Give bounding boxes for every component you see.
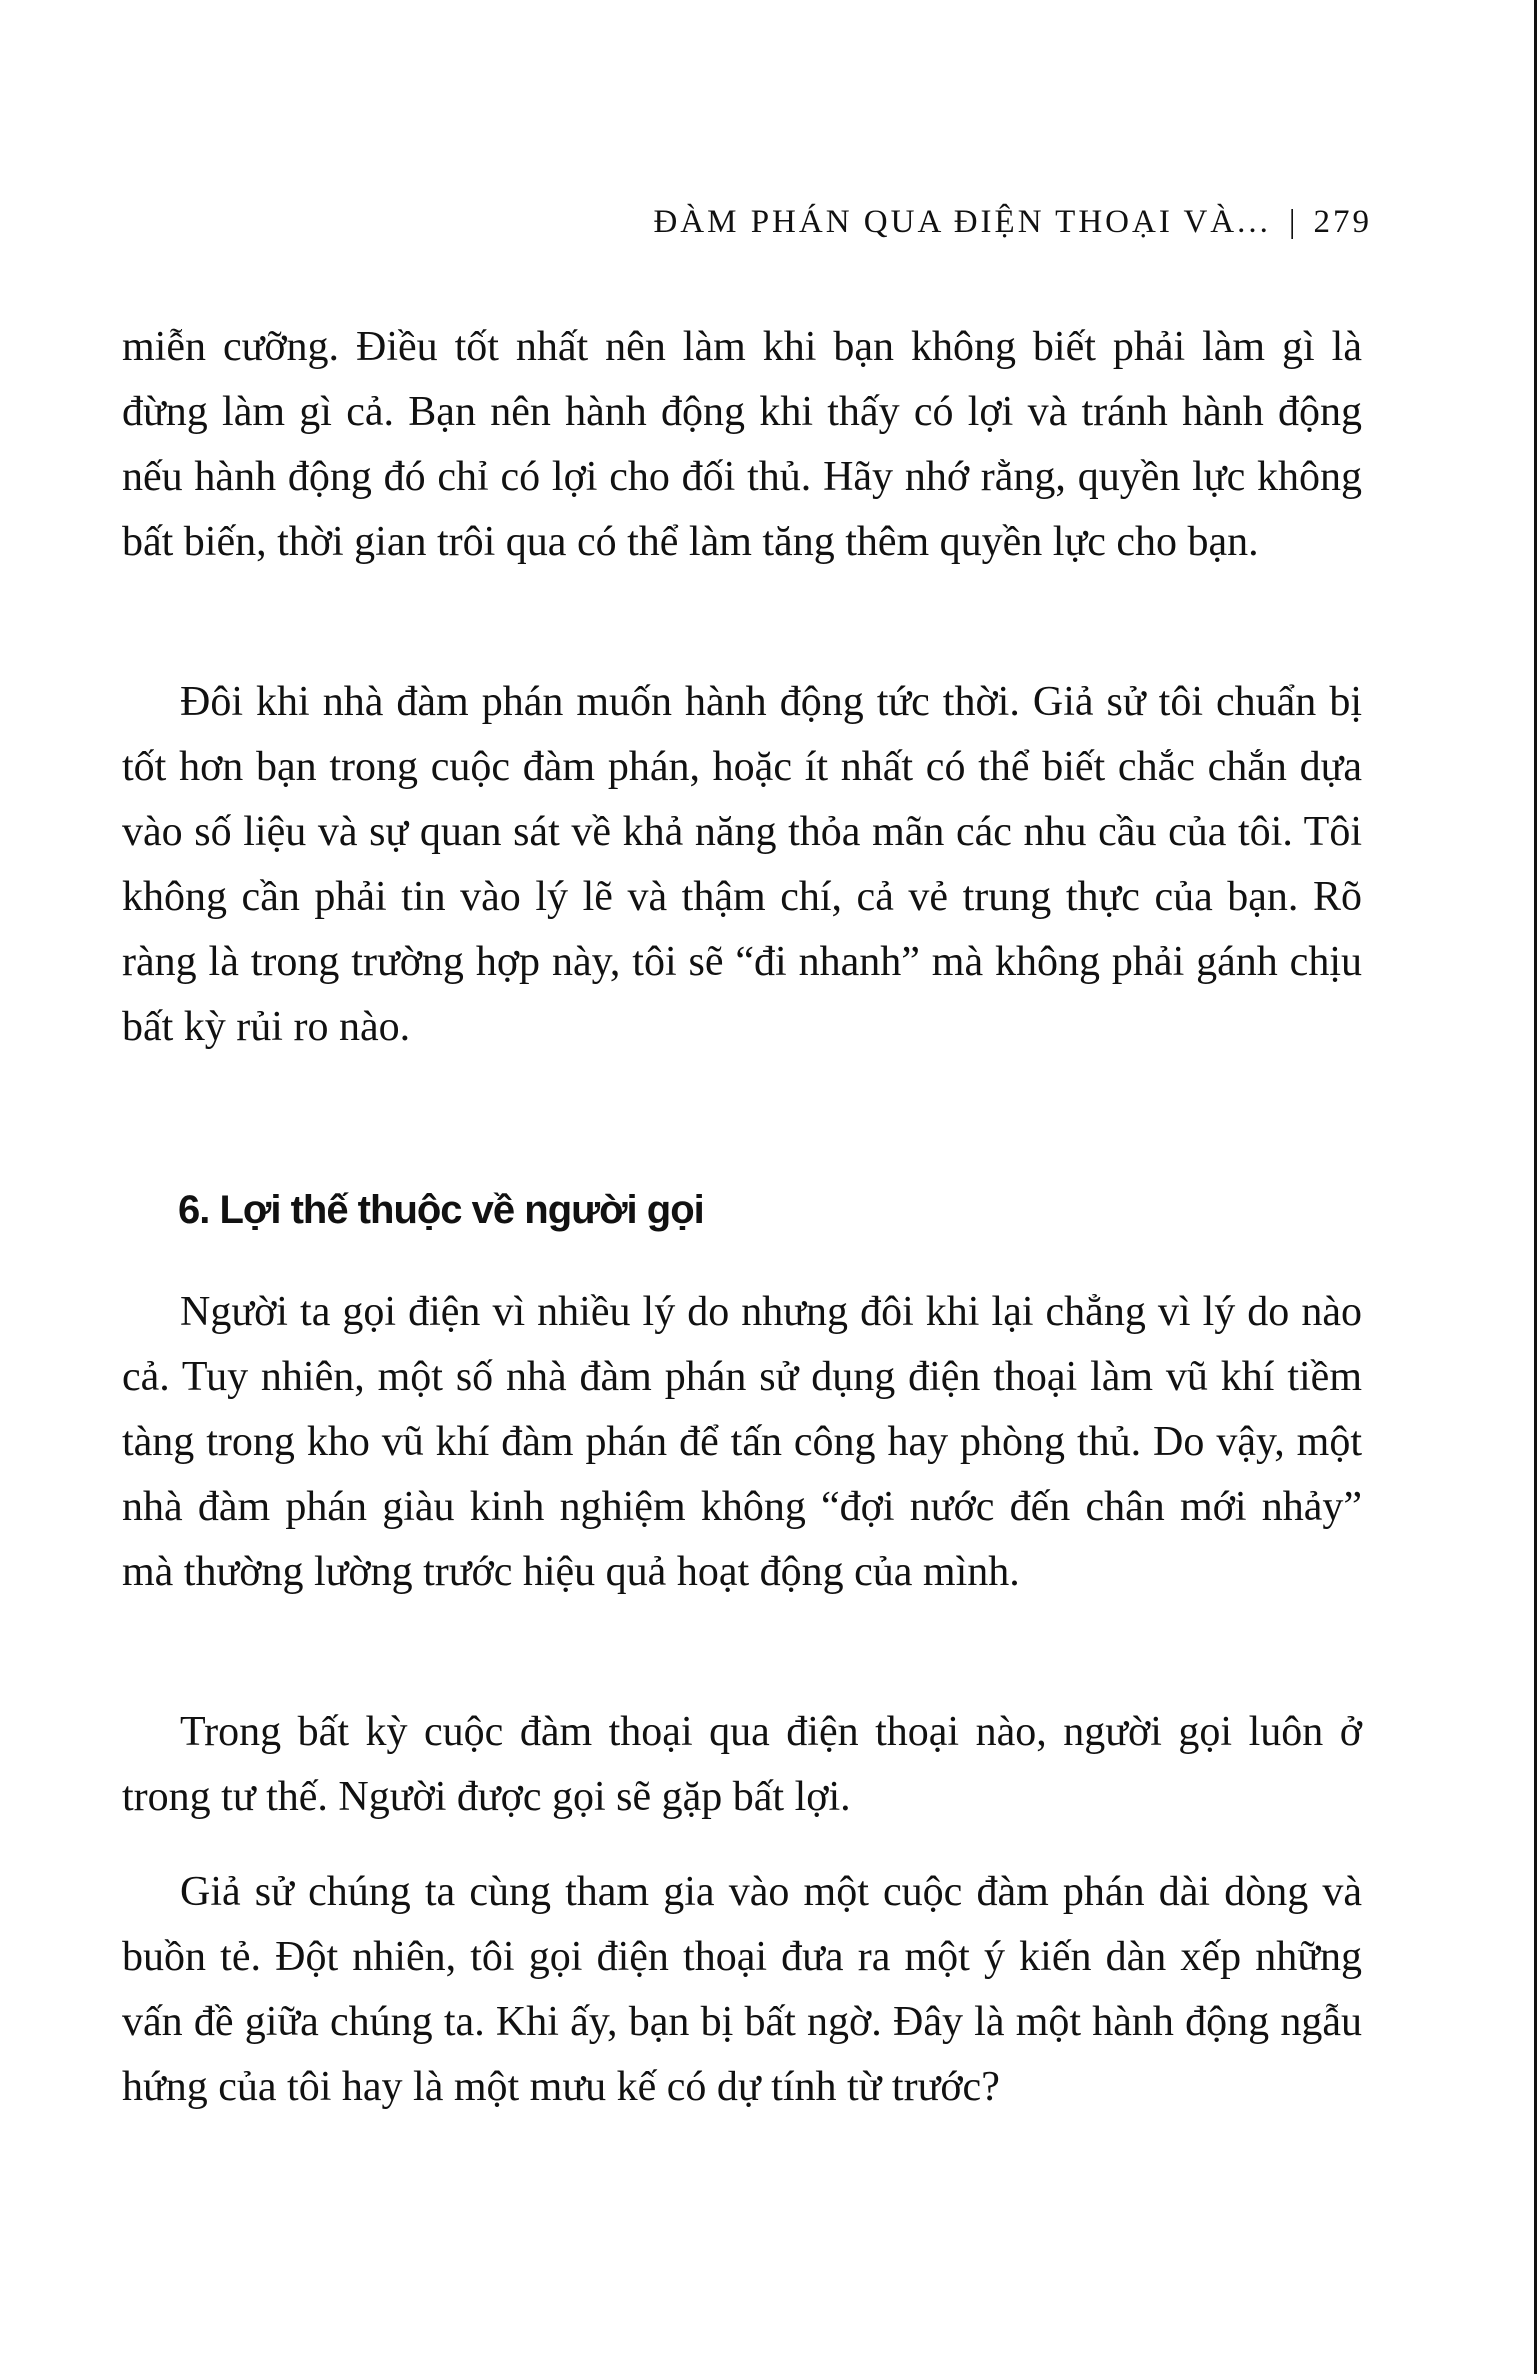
header-separator: | [1288,204,1296,240]
page-number: 279 [1313,204,1372,240]
paragraph-continuation: miễn cưỡng. Điều tốt nhất nên làm khi bạn không biết phải làm gì là đừng làm gì cả. Bạn nên hành động khi thấy có lợi và tránh hành động nếu hành động đó chỉ có lợi cho đối thủ. Hãy nhớ rằng, quyền lực không bất biến, thời gian trôi qua có thể làm tăng thêm quyền lực cho bạn. [122,324,1362,565]
paragraph-phone-reasons: Người ta gọi điện vì nhiều lý do nhưng đôi khi lại chẳng vì lý do nào cả. Tuy nhiên, một số nhà đàm phán sử dụng điện thoại làm vũ khí tiềm tàng trong kho vũ khí đàm phán để tấn công hay phòng thủ. Do vậy, một nhà đàm phán giàu kinh nghiệm không “đợi nước đến chân mới nhảy” mà thường lường trước hiệu quả hoạt động của mình. [122,1289,1362,1595]
section-heading: 6. Lợi thế thuộc về người gọi [178,1188,704,1232]
paragraph-caller-advantage: Trong bất kỳ cuộc đàm thoại qua điện thoại nào, người gọi luôn ở trong tư thế. Người được gọi sẽ gặp bất lợi. [122,1709,1362,1820]
running-header [653,204,1372,241]
paragraph-example: Giả sử chúng ta cùng tham gia vào một cuộc đàm phán dài dòng và buồn tẻ. Đột nhiên, tôi gọi điện thoại đưa ra một ý kiến dàn xếp những vấn đề giữa chúng ta. Khi ấy, bạn bị bất ngờ. Đây là một hành động ngẫu hứng của tôi hay là một mưu kế có dự tính từ trước? [122,1869,1362,2110]
chapter-title: ĐÀM PHÁN QUA ĐIỆN THOẠI VÀ... [653,204,1271,240]
paragraph-immediate-action: Đôi khi nhà đàm phán muốn hành động tức thời. Giả sử tôi chuẩn bị tốt hơn bạn trong cuộc đàm phán, hoặc ít nhất có thể biết chắc chắn dựa vào số liệu và sự quan sát về khả năng thỏa mãn các nhu cầu của tôi. Tôi không cần phải tin vào lý lẽ và thậm chí, cả vẻ trung thực của bạn. Rõ ràng là trong trường hợp này, tôi sẽ “đi nhanh” mà không phải gánh chịu bất kỳ rủi ro nào. [122,679,1362,1050]
